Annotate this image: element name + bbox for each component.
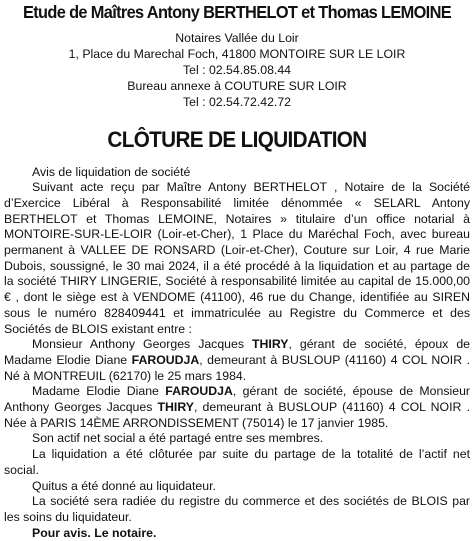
- closing-signature: Pour avis. Le notaire.: [32, 525, 157, 540]
- closure-paragraph: La liquidation a été clôturée par suite du partage de la totalité de l’actif net social.: [4, 447, 470, 477]
- main-paragraph: Suivant acte reçu par Maître Antony BERTHELOT , Notaire de la Société d’Exercice Libéral à Responsabilité limitée dénommée « SELARL Antony BERTHELOT et Thomas LEMOINE, Notaires » titulaire d’un office notarial à MONTOIRE-SUR-LE-LOIR (Loir-et-Cher), 1 Place du Maréchal Foch, avec bureau permanent à VALLEE DE RONSARD (Loir-et-Cher), Couture sur Loir, 4 rue Marie Dubois, soussigné, le 30 mai 2024, il a été procédé à la liquidation et au partage de la société THIRY LINGERIE, Société à responsabilité limitée au capital de 15.000,00 € , dont le siège est à VENDOME (41100), 46 rue du Change, identifiée au SIREN sous le numéro 828409441 et immatriculée au Registre du Commerce et des Sociétés de BLOIS existant entre :: [4, 180, 470, 336]
- firm-name-heading: Etude de Maîtres Antony BERTHELOT et Thomas LEMOINE: [22, 2, 452, 22]
- deregistration-paragraph: La société sera radiée du registre du commerce et des sociétés de BLOIS par les soins du liquidateur.: [4, 494, 470, 524]
- address-line-street: 1, Place du Marechal Foch, 41800 MONTOIRE SUR LE LOIR: [68, 46, 406, 61]
- address-line-phone: Tel : 02.54.85.08.44: [182, 62, 292, 77]
- partner-1-text-e: , demeurant à BUSLOUP (41160) 4 COL NOIR . Né à MONTREUIL (62170) le 25 mars 1984.: [4, 352, 470, 383]
- partner-2-spouse-surname: THIRY: [157, 400, 194, 415]
- partner-paragraph-2: [4, 384, 470, 431]
- partner-1-spouse-surname: FAROUDJA: [131, 352, 200, 367]
- notice-body: [4, 165, 470, 541]
- assets-paragraph: Son actif net social a été partagé entre ses membres.: [32, 431, 324, 446]
- partner-2-text-c: , gérant de société, épouse de Monsieur Anthony Georges Jacques: [4, 384, 471, 415]
- address-line-office: Notaires Vallée du Loir: [175, 31, 299, 45]
- partner-2-text-a: Madame Elodie Diane: [32, 384, 166, 399]
- notice-title: CLÔTURE DE LIQUIDATION: [107, 126, 367, 152]
- partner-2-surname: FAROUDJA: [165, 384, 233, 399]
- partner-paragraph-1: [4, 337, 470, 384]
- partner-2-text-e: , demeurant à BUSLOUP (41160) 4 COL NOIR . Née à PARIS 14ÈME ARRONDISSEMENT (75014) le 17 janvier 1985.: [4, 400, 470, 430]
- partner-1-text-a: Monsieur Anthony Georges Jacques: [32, 337, 253, 352]
- address-line-annex-phone: Tel : 02.54.72.42.72: [182, 94, 292, 109]
- partner-1-text-c: , gérant de société, époux de Madame Elodie Diane: [4, 337, 471, 367]
- firm-address-block: [4, 31, 470, 111]
- quitus-paragraph: Quitus a été donné au liquidateur.: [32, 478, 216, 493]
- intro-paragraph: Avis de liquidation de société: [32, 164, 191, 179]
- partner-1-surname: THIRY: [252, 337, 289, 352]
- address-line-annex: Bureau annexe à COUTURE SUR LOIR: [127, 78, 347, 93]
